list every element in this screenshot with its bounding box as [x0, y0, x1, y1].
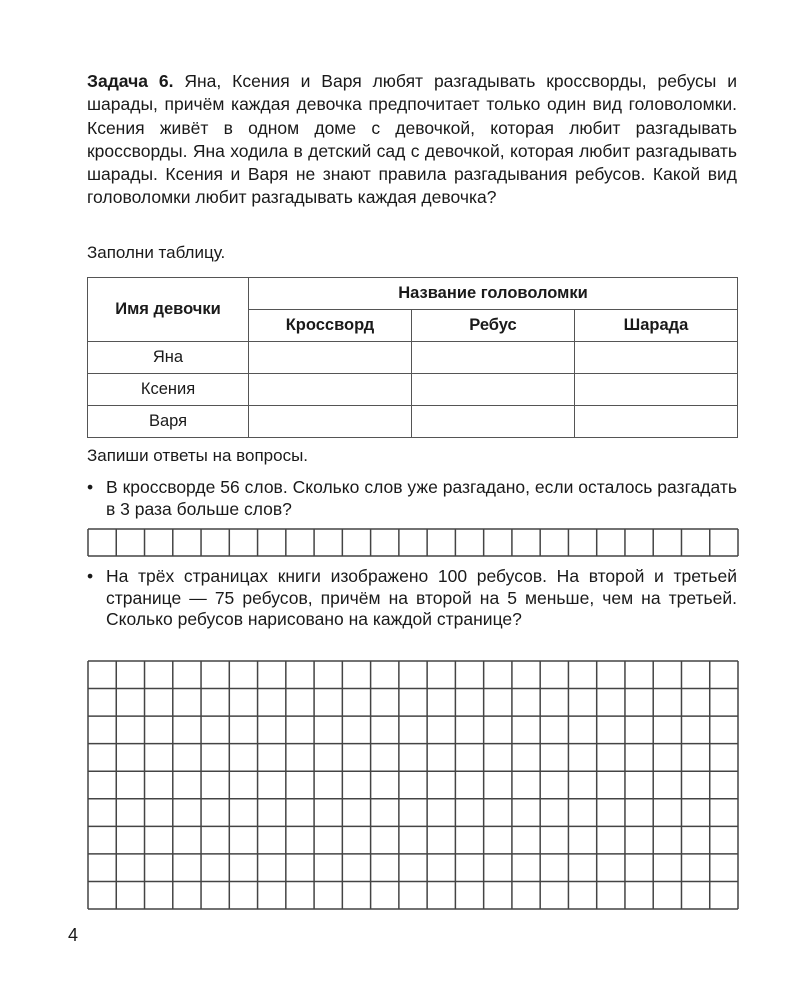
answer-cell[interactable]: [412, 406, 575, 438]
answer-cell[interactable]: [412, 374, 575, 406]
page-number: 4: [68, 925, 79, 945]
answer-grid-1[interactable]: [87, 528, 739, 557]
answer-cell[interactable]: [249, 342, 412, 374]
answer-cell[interactable]: [412, 342, 575, 374]
answers-instruction: Запиши ответы на вопросы.: [87, 446, 309, 465]
task-statement: [87, 70, 737, 210]
header-girl-name: Имя девочки: [88, 278, 249, 342]
answer-cell[interactable]: [249, 374, 412, 406]
answer-cell[interactable]: [249, 406, 412, 438]
question-2: [87, 566, 737, 631]
header-puzzle-name: Название головоломки: [249, 278, 738, 310]
table-row: [88, 406, 738, 438]
header-crossword: Кроссворд: [249, 310, 412, 342]
answer-grid-2[interactable]: [87, 660, 739, 910]
question-2-text: На трёх страницах книги изображено 100 ребусов. На второй и третьей странице — 75 ребусов, причём на второй на 5 меньше, чем на третьей. Сколько ребусов нарисовано на каждой странице?: [106, 566, 737, 629]
row-name-kseniya: Ксения: [88, 374, 249, 406]
header-rebus: Ребус: [412, 310, 575, 342]
table-row: [88, 374, 738, 406]
task-body: Яна, Ксения и Варя любят разгадывать кроссворды, ребусы и шарады, причём каждая девочка предпочитает только один вид головоломки. Ксения живёт в одном доме с девочкой, которая любит разгадывать кроссворды. Яна ходила в детский сад с девочкой, которая любит разгадывать шарады. Ксения и Варя не знают правила разгадывания ребусов. Какой вид головоломки любит разгадывать каждая девочка?: [87, 71, 737, 208]
bullet-icon: •: [87, 477, 94, 497]
answer-cell[interactable]: [575, 342, 738, 374]
answer-table: [87, 277, 738, 438]
table-row: [88, 342, 738, 374]
task-title: Задача 6.: [87, 71, 174, 91]
answer-cell[interactable]: [575, 374, 738, 406]
answer-cell[interactable]: [575, 406, 738, 438]
fill-table-instruction: Заполни таблицу.: [87, 243, 226, 262]
row-name-varya: Варя: [88, 406, 249, 438]
header-charade: Шарада: [575, 310, 738, 342]
question-1-text: В кроссворде 56 слов. Сколько слов уже разгадано, если осталось разгадать в 3 раза больше слов?: [106, 477, 737, 519]
question-1: [87, 477, 737, 520]
bullet-icon: •: [87, 566, 94, 586]
row-name-yana: Яна: [88, 342, 249, 374]
